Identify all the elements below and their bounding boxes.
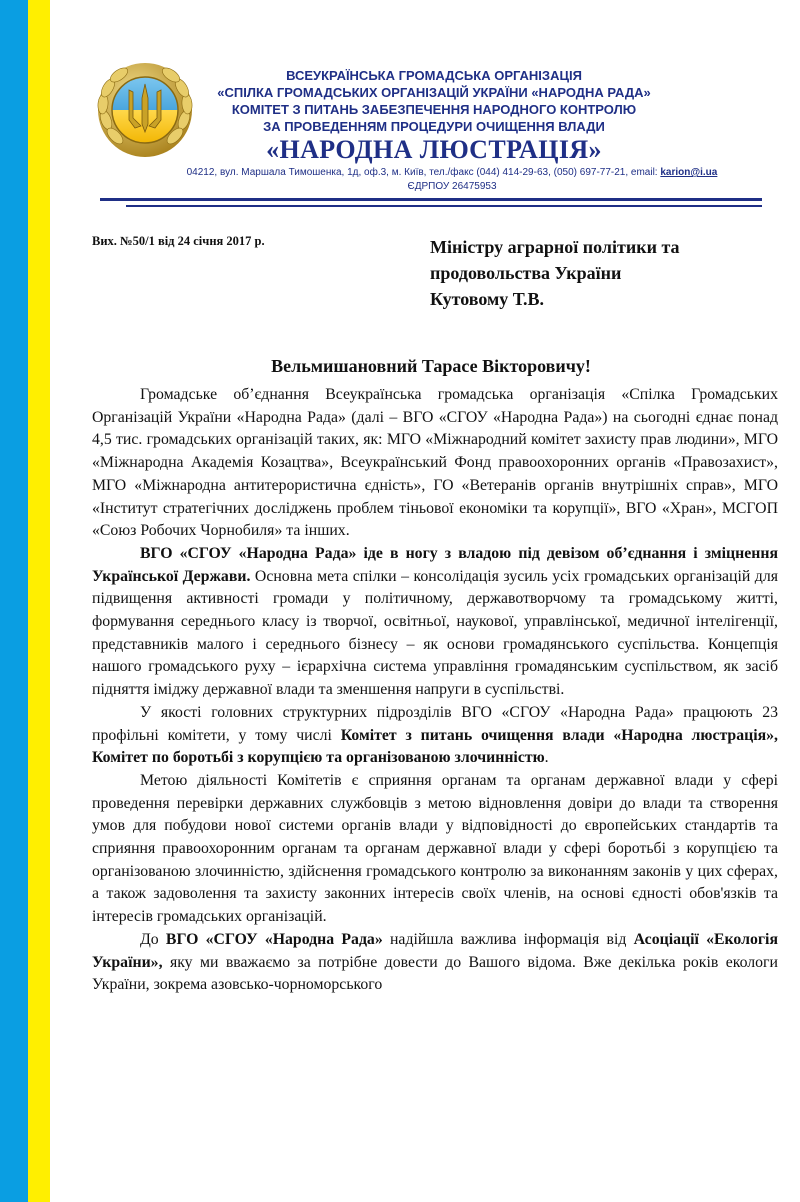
addressee-block	[430, 234, 680, 312]
paragraph-1: Громадське об’єднання Всеукраїнська громадська організація «Спілка Громадських Організацій України «Народна Рада» (далі – ВГО «СГОУ «Народна Рада») на сьогодні єднає понад 4,5 тис. громадських організацій таких, як: МГО «Міжнародний комітет захисту прав людини», МГО «Міжнародна Академія Козацтва», Всеукраїнський Фонд правоохоронних органів «Правозахист», МГО «Міжнародна антитерористична єдність», ГО «Ветеранів органів внутрішніх справ», МГО «Інститут стратегічних досліджень проблем тіньової економіки та корупції», ВГО «Хран», МСГОП «Союз Робочих Чорнобиля» та інших.	[92, 386, 778, 540]
paragraph-2	[92, 543, 778, 702]
header-divider-thick	[100, 198, 762, 201]
header-divider-thin	[126, 205, 762, 207]
paragraph-5-bold-2: Асоціації «Екологія України»,	[92, 930, 778, 971]
header-procedure-line: ЗА ПРОВЕДЕННЯМ ПРОЦЕДУРИ ОЧИЩЕННЯ ВЛАДИ	[263, 119, 605, 134]
letter-body	[92, 384, 778, 997]
tryzub-laurel-emblem-icon	[91, 58, 199, 162]
address-text: 04212, вул. Маршала Тимошенка, 1д, оф.3, м. Київ, тел./факс (044) 414-29-63, (050) 697-77-21, email:	[186, 167, 661, 178]
paragraph-5	[92, 929, 778, 997]
paragraph-4: Метою діяльності Комітетів є сприяння органам та органам державної влади у сфері проведення перевірки державних службовців з метою відновлення довіри до влади та створення умов для побудови нової системи органів влади у відповідності до європейських стандартів та сприяння правоохоронним органам та органам державної влади у сфері боротьбі з корупцією та організованою злочинністю, здійснення громадського контролю за виконанням законів у цих сферах, а також задоволення та захисту законних інтересів своїх членів, на основі єдності обов'язків та інтересів громадських організацій.	[92, 771, 778, 926]
paragraph-3	[92, 702, 778, 770]
addressee-line-3: Кутовому Т.В.	[430, 289, 544, 309]
header-committee-line: КОМІТЕТ З ПИТАНЬ ЗАБЕЗПЕЧЕННЯ НАРОДНОГО КОНТРОЛЮ	[231, 102, 637, 117]
flag-stripe-blue	[0, 0, 28, 1202]
outgoing-number: Вих. №50/1 від 24 січня 2017 р.	[92, 234, 265, 248]
paragraph-3-bold: Комітет з питань очищення влади «Народна люстрація», Комітет по боротьбі з корупцією та організованою злочинністю	[92, 726, 778, 767]
header-union-line: «СПІЛКА ГРОМАДСЬКИХ ОРГАНІЗАЦІЙ УКРАЇНИ «НАРОДНА РАДА»	[217, 85, 651, 100]
flag-stripe-yellow	[28, 0, 50, 1202]
paragraph-3-end: .	[544, 749, 549, 767]
paragraph-3-text: У якості головних структурних підрозділів ВГО «СГОУ «Народна Рада» працюють 23 профільні комітети, у тому числі	[92, 703, 778, 744]
header-edrpou: ЄДРПОУ 26475953	[407, 181, 497, 192]
paragraph-5-mid: надійшла важлива інформація від	[382, 930, 634, 948]
paragraph-5-text: До	[140, 930, 166, 948]
addressee-line-2: продовольства України	[430, 263, 622, 283]
addressee-line-1: Міністру аграрної політики та	[430, 237, 680, 257]
header-address	[132, 166, 772, 180]
header-title: «НАРОДНА ЛЮСТРАЦІЯ»	[266, 135, 602, 164]
paragraph-2-bold: ВГО «СГОУ «Народна Рада» іде в ногу з владою під девізом об’єднання і зміцнення Української Держави.	[92, 544, 778, 585]
header-org-line: ВСЕУКРАЇНСЬКА ГРОМАДСЬКА ОРГАНІЗАЦІЯ	[286, 68, 582, 83]
paragraph-5-end: яку ми вважаємо за потрібне довести до Вашого відома. Вже декілька років екологи України, зокрема азовсько-чорноморського	[92, 953, 778, 994]
paragraph-5-bold-1: ВГО «СГОУ «Народна Рада»	[165, 930, 383, 948]
email-link[interactable]: karion@i.ua	[660, 167, 718, 178]
paragraph-2-text: Основна мета спілки – консолідація зусиль усіх громадських організацій для підвищення активності громади у політичному, державотворчому та громадському житті, формування середнього класу із творчої, освітньої, наукової, управлінської, медичної інтелігенції, представників малого і середнього бізнесу – як основи громадянського суспільства. Концепція нашого громадського руху – ієрархічна система управління громадянським суспільством, як засіб підняття іміджу державної влади та зменшення напруги в суспільстві.	[92, 567, 778, 699]
greeting: Вельмишановний Тарасе Вікторовичу!	[271, 356, 591, 376]
